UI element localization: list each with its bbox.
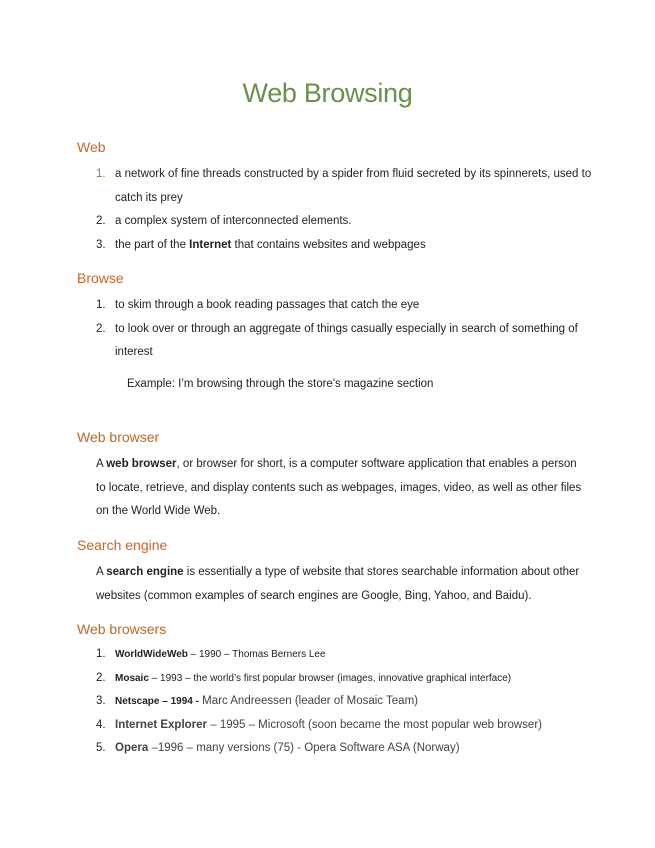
heading-web: Web [77, 139, 106, 155]
bold-term: web browser [106, 458, 177, 470]
bold-term: Internet [189, 238, 232, 251]
list-number: 4. [96, 718, 106, 731]
list-number: 1. [96, 299, 106, 311]
list-item [96, 714, 596, 738]
page-title: Web Browsing [242, 78, 413, 108]
list-number: 1. [96, 648, 106, 660]
list-item [96, 210, 596, 234]
heading-search-engine: Search engine [77, 537, 168, 553]
browser-name: Internet Explorer [115, 718, 208, 731]
list-number: 1. [96, 168, 106, 180]
heading-browse: Browse [77, 270, 124, 286]
list-item [96, 294, 596, 318]
list-text: WorldWideWeb – 1990 – Thomas Berners Lee [115, 649, 326, 660]
list-item [96, 234, 596, 258]
list-text: to look over or through an aggregate of things casually especially in search of something of interest [115, 322, 578, 358]
web-browser-definition: A web browser, or browser for short, is a computer software application that enables a person to locate, retrieve, and display contents such as webpages, images, video, as well as other files on the World Wide Web. [96, 458, 582, 517]
list-item [96, 643, 596, 667]
list-number: 5. [96, 742, 106, 754]
list-text: Netscape – 1994 - Marc Andreessen (leader of Mosaic Team) [115, 695, 418, 707]
web-definitions-list [96, 163, 596, 257]
heading-web-browsers: Web browsers [77, 621, 167, 637]
browser-name: WorldWideWeb [115, 649, 188, 660]
web-browsers-list [96, 643, 596, 761]
list-item [96, 163, 596, 210]
list-text: Mosaic – 1993 – the world’s first popular browser (images, innovative graphical interface) [115, 672, 512, 684]
list-number: 2. [96, 322, 106, 335]
browse-definitions-list [96, 294, 596, 365]
bold-term: search engine [106, 566, 184, 578]
list-text: to skim through a book reading passages that catch the eye [115, 299, 420, 311]
browser-name: Opera [115, 742, 149, 754]
list-text: the part of the Internet that contains websites and webpages [115, 238, 426, 251]
search-engine-definition: A search engine is essentially a type of website that stores searchable information about other websites (common examples of search engines are Google, Bing, Yahoo, and Baidu). [96, 566, 580, 602]
list-item [96, 737, 596, 761]
list-item [96, 318, 596, 365]
list-number: 2. [96, 671, 106, 684]
list-item [96, 667, 596, 691]
browse-example: Example: I’m browsing through the store's magazine section [127, 378, 434, 390]
browser-name: Netscape [115, 696, 160, 707]
heading-web-browser: Web browser [77, 429, 160, 445]
list-item [96, 690, 596, 714]
list-text: Opera –1996 – many versions (75) - Opera Software ASA (Norway) [115, 742, 460, 754]
list-number: 3. [96, 695, 106, 707]
list-number: 3. [96, 238, 106, 251]
browser-name: Mosaic [115, 672, 149, 684]
list-text: Internet Explorer – 1995 – Microsoft (soon became the most popular web browser) [115, 718, 542, 731]
list-text: a network of fine threads constructed by a spider from fluid secreted by its spinnerets, used to catch its prey [115, 168, 592, 204]
list-text: a complex system of interconnected elements. [115, 215, 352, 227]
list-number: 2. [96, 215, 106, 227]
